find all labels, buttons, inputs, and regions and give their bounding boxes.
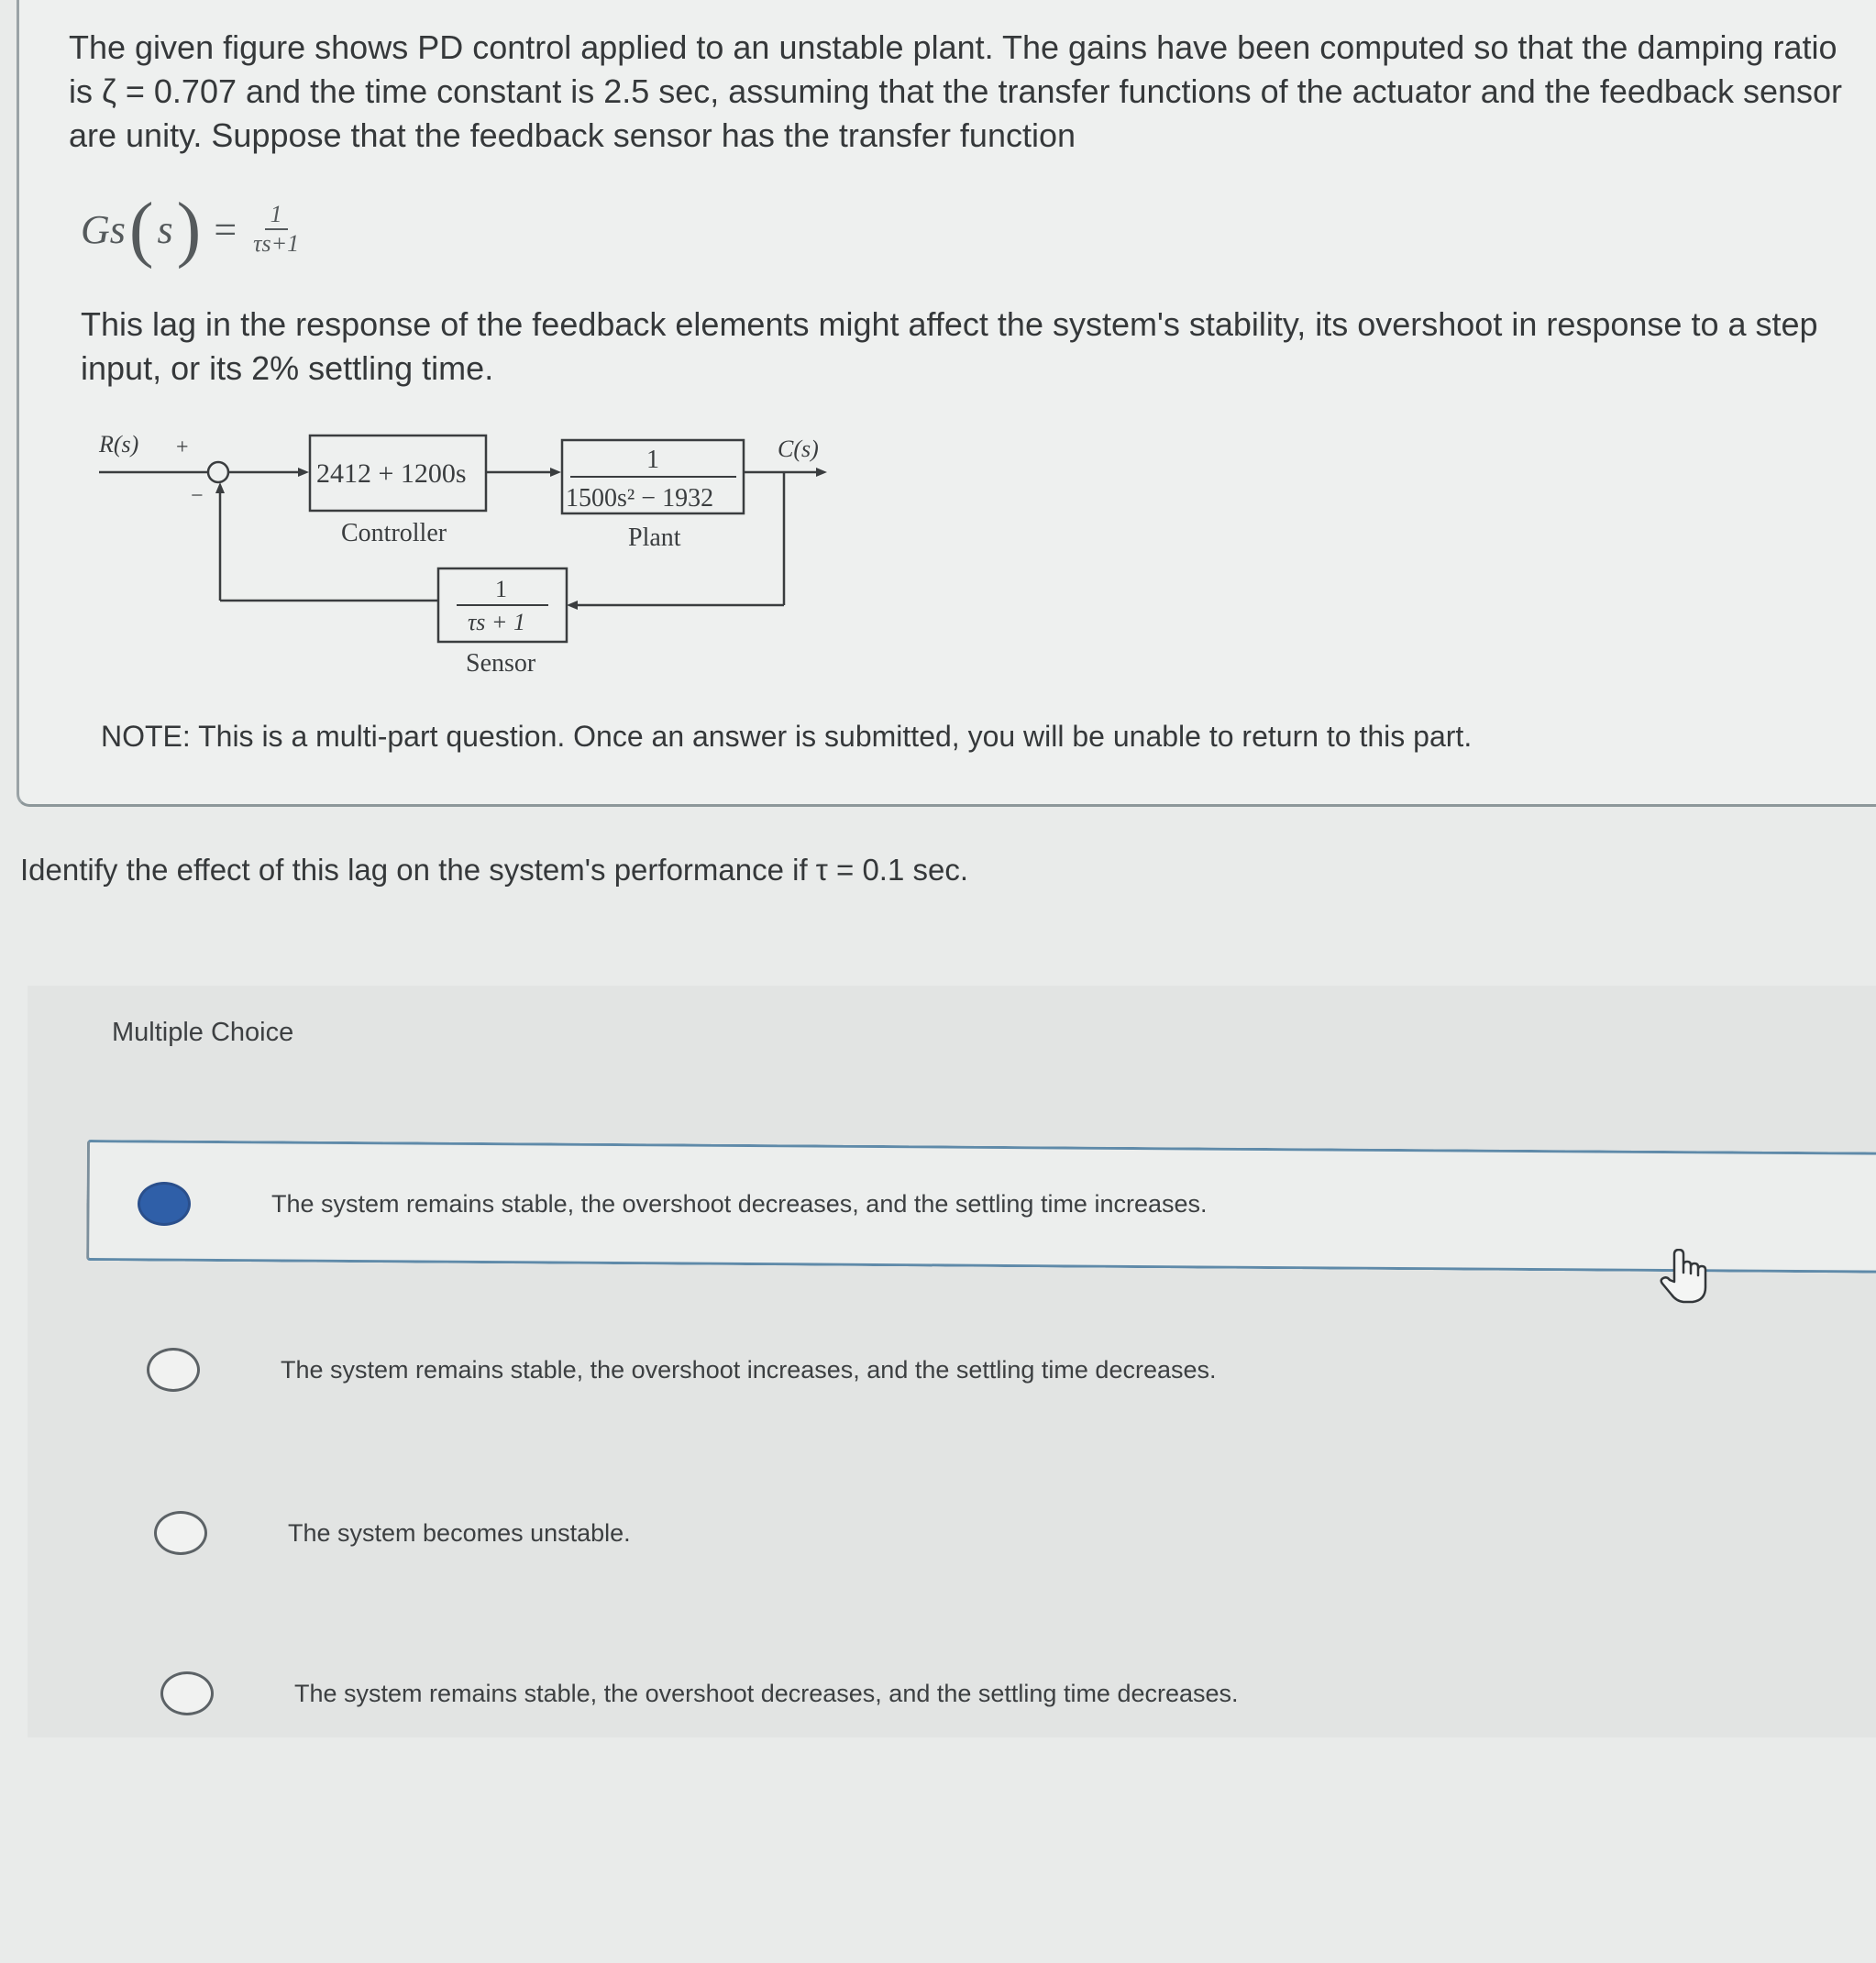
option-2[interactable]	[147, 1348, 1217, 1392]
controller-tf: 2412 + 1200s	[316, 458, 467, 489]
sensor-numerator: 1	[495, 576, 507, 602]
multiple-choice-label: Multiple Choice	[112, 1018, 294, 1047]
plant-numerator: 1	[646, 446, 659, 474]
radio-empty-icon[interactable]	[154, 1511, 207, 1555]
multipart-note: NOTE: This is a multi-part question. Once an answer is submitted, you will be unable to return to this part.	[101, 720, 1473, 753]
formula-arg: s	[157, 206, 173, 252]
formula-numerator: 1	[265, 201, 288, 230]
radio-selected-icon[interactable]	[138, 1182, 191, 1226]
option-3-text: The system becomes unstable.	[288, 1518, 631, 1547]
output-label: C(s)	[778, 436, 819, 462]
formula-lhs: Gs	[81, 206, 126, 252]
block-diagram	[92, 422, 853, 688]
plant-label: Plant	[628, 524, 681, 552]
formula-fraction	[253, 201, 299, 258]
controller-label: Controller	[341, 519, 447, 547]
question-prompt: Identify the effect of this lag on the system's performance if τ = 0.1 sec.	[20, 853, 969, 887]
sensor-transfer-function: Gs ( s ) = $\frac{1}{\tau s+1}$	[81, 189, 300, 270]
radio-empty-icon[interactable]	[160, 1671, 214, 1715]
option-4[interactable]	[160, 1671, 1239, 1715]
option-1[interactable]	[138, 1182, 1208, 1226]
option-1-text: The system remains stable, the overshoot decreases, and the settling time increases.	[271, 1189, 1208, 1218]
summing-junction	[208, 462, 228, 482]
option-2-text: The system remains stable, the overshoot increases, and the settling time decreases.	[281, 1355, 1217, 1384]
option-4-text: The system remains stable, the overshoot decreases, and the settling time decreases.	[294, 1679, 1239, 1707]
minus-sign: −	[191, 484, 204, 508]
formula-denominator: τs+1	[253, 230, 300, 257]
plus-sign: +	[176, 436, 189, 459]
formula-equals: =	[214, 206, 237, 252]
radio-empty-icon[interactable]	[147, 1348, 200, 1392]
lag-description: This lag in the response of the feedback elements might affect the system's stability, its overshoot in response to a step input, or its 2% settling time.	[81, 305, 1818, 387]
option-3[interactable]	[154, 1511, 631, 1555]
plant-denominator: 1500s² − 1932	[566, 484, 714, 513]
input-label: R(s)	[99, 431, 139, 458]
sensor-denominator: τs + 1	[468, 609, 525, 635]
question-stem: The given figure shows PD control applied to an unstable plant. The gains have been computed so that the damping ratio is ζ = 0.707 and the time constant is 2.5 sec, assuming that the transfer functions of the actuator and the feedback sensor are unity. Suppose that the feedback sensor has the transfer function	[69, 28, 1843, 154]
sensor-label: Sensor	[466, 649, 536, 678]
hand-pointer-icon	[1658, 1249, 1713, 1306]
